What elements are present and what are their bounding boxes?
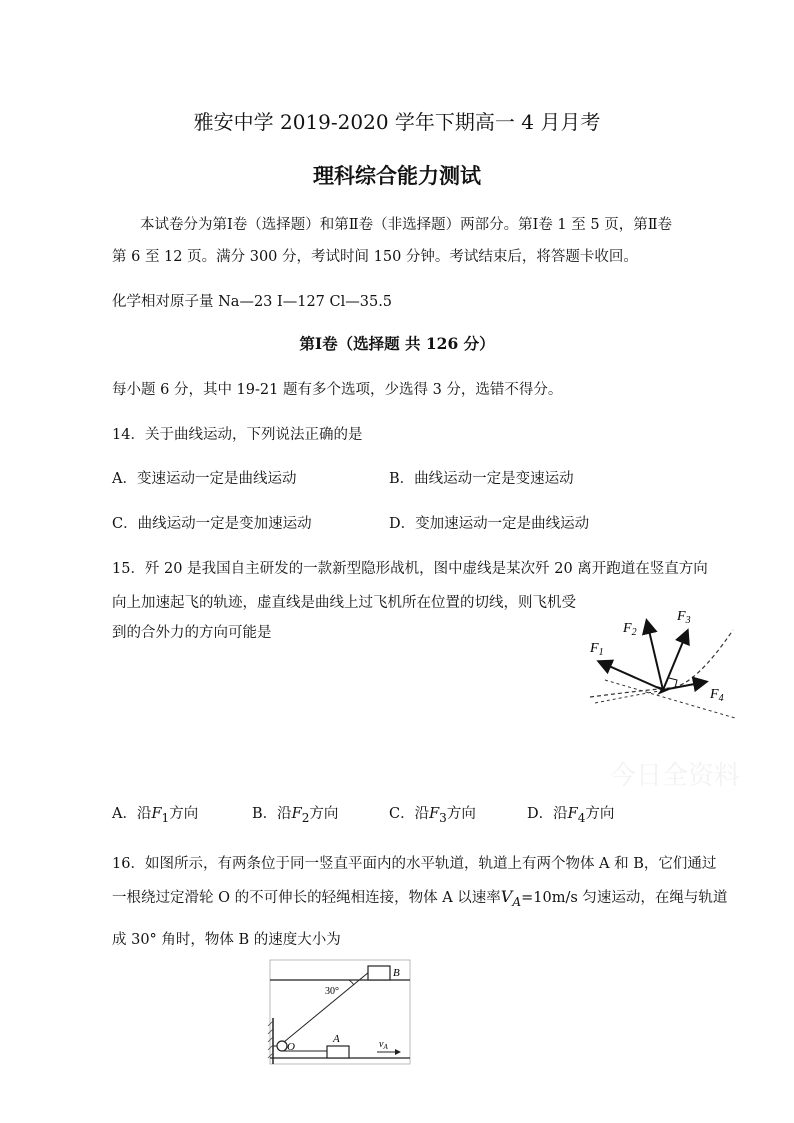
q15-option-c	[389, 802, 476, 825]
label-f3: $F_3$	[677, 609, 691, 626]
q16-line-3: 成 30° 角时，物体 B 的速度大小为	[112, 932, 341, 948]
q15-option-b	[252, 802, 338, 825]
q15-b-sub: 2	[301, 810, 310, 825]
q15-a-sub: 1	[161, 810, 170, 825]
section-title: 第Ⅰ卷（选择题 共 126 分）	[299, 334, 495, 353]
intro-line-1: 本试卷分为第Ⅰ卷（选择题）和第Ⅱ卷（非选择题）两部分。第Ⅰ卷 1 至 5 页，第Ⅱ卷	[140, 217, 673, 233]
q15-d-prefix: D．沿	[527, 806, 568, 822]
force-diagram-figure	[585, 600, 745, 725]
q15-b-prefix: B．沿	[252, 806, 292, 822]
q15-d-suffix: 方向	[585, 806, 615, 822]
q16-line-1: 16．如图所示，有两条位于同一竖直平面内的水平轨道，轨道上有两个物体 A 和 B，它们通过	[112, 856, 717, 872]
force-arrow-f2	[647, 622, 663, 690]
q15-d-symbol: F	[567, 806, 578, 822]
atomic-mass-line: 化学相对原子量 Na—23 I—127 Cl—35.5	[112, 294, 393, 310]
q15-a-symbol: F	[151, 806, 162, 822]
exam-subtitle: 理科综合能力测试	[313, 163, 481, 188]
q14-option-b: B．曲线运动一定是变速运动	[389, 471, 574, 487]
q15-c-prefix: C．沿	[389, 806, 430, 822]
q16-line-2	[112, 886, 727, 909]
section-instructions: 每小题 6 分，其中 19-21 题有多个选项，少选得 3 分，选错不得分。	[112, 382, 563, 398]
q15-a-suffix: 方向	[169, 806, 199, 822]
q15-line-3: 到的合外力的方向可能是	[112, 625, 272, 641]
pulley-diagram-figure	[265, 958, 415, 1068]
q15-c-sub: 3	[439, 810, 447, 825]
q15-b-suffix: 方向	[309, 806, 339, 822]
force-arrow-f3	[663, 632, 687, 690]
q15-c-suffix: 方向	[446, 806, 476, 822]
exam-title: 雅安中学 2019-2020 学年下期高一 4 月月考	[193, 110, 601, 134]
q16-line-2a: 一根绕过定滑轮 O 的不可伸长的轻绳相连接，物体 A 以速率	[112, 890, 501, 906]
label-a: A	[333, 1033, 340, 1045]
q15-a-prefix: A．沿	[112, 806, 152, 822]
intro-line-2: 第 6 至 12 页。满分 300 分，考试时间 150 分钟。考试结束后，将答题卡收回。	[112, 249, 638, 265]
velocity-arrowhead	[395, 1049, 401, 1055]
q14-option-a: A．变速运动一定是曲线运动	[112, 471, 297, 487]
label-o: O	[287, 1041, 295, 1053]
q14-option-d: D．变加速运动一定是曲线运动	[389, 516, 590, 532]
label-va: $v_A$	[379, 1039, 388, 1051]
rope-to-b	[284, 972, 369, 1042]
trajectory-lower	[595, 690, 665, 703]
label-f1: $F_1$	[590, 641, 604, 658]
q15-option-a	[112, 802, 198, 825]
angle-arc	[349, 980, 354, 985]
q15-option-d	[527, 802, 614, 825]
label-f4: $F_4$	[710, 687, 724, 704]
q15-d-sub: 4	[577, 810, 586, 825]
label-angle: 30°	[325, 986, 339, 997]
force-arrow-f4	[663, 682, 705, 690]
q15-c-symbol: F	[429, 806, 440, 822]
block-b	[368, 966, 390, 980]
q14-option-c: C．曲线运动一定是变加速运动	[112, 516, 312, 532]
force-arrow-f1	[600, 662, 663, 690]
va-subscript: A	[512, 894, 522, 909]
q15-line-1: 15．歼 20 是我国自主研发的一款新型隐形战机，图中虚线是某次歼 20 离开跑道在竖直方向	[112, 561, 708, 577]
q15-b-symbol: F	[291, 806, 302, 822]
pulley-o	[277, 1041, 287, 1051]
label-b: B	[393, 967, 400, 979]
block-a	[327, 1046, 349, 1058]
q15-line-2: 向上加速起飞的轨迹，虚直线是曲线上过飞机所在位置的切线，则飞机受	[112, 595, 576, 611]
right-angle-mark	[669, 678, 677, 688]
label-f2: $F_2$	[623, 621, 637, 638]
q16-line-2b: =10m/s 匀速运动，在绳与轨道	[521, 890, 728, 906]
q14-stem: 14．关于曲线运动，下列说法正确的是	[112, 427, 363, 443]
va-symbol: V	[500, 887, 513, 906]
watermark: 今日全资料	[610, 761, 741, 791]
